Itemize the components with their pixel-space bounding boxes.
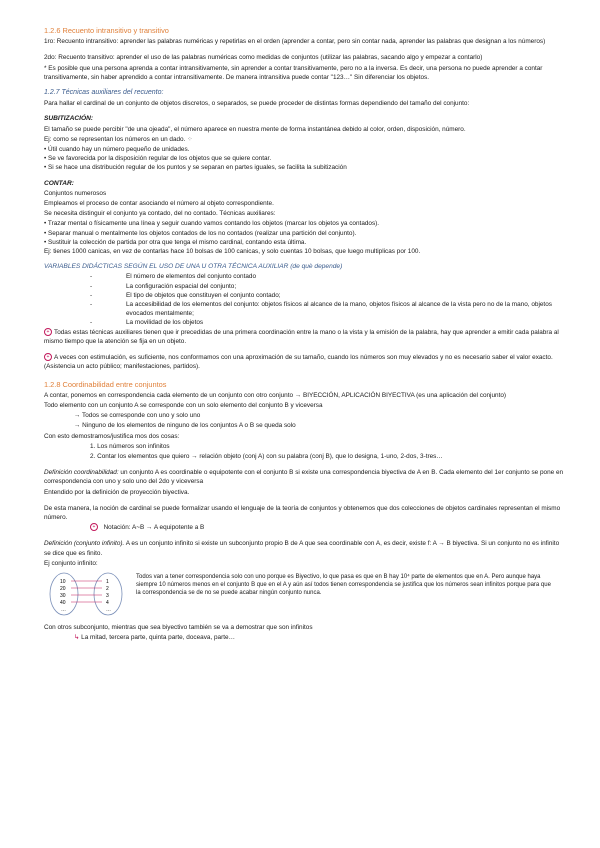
- numbered-item: 2. Contar los elementos que quiero → relación objeto (conj A) con su palabra (conj B), que lo designa, 1-uno, 2-dos, 3-tres…: [90, 452, 443, 460]
- list-item: • Si se hace una distribución regular de los puntos y se separan en partes iguales, se facilita la subitización: [44, 164, 347, 172]
- list-item: • Útil cuando hay un número pequeño de unidades.: [44, 146, 190, 154]
- set-b-label: …: [106, 606, 111, 613]
- set-a-label: 20: [60, 585, 66, 592]
- definition: Definición coordinabilidad: un conjunto A es coordinable o equipotente con el conjunto B si existe una correspondencia biyectiva de A en B. Cada elemento del 1er conjunto se pone en correspondencia con uno y solo uno del 2do y viceversa: [44, 469, 564, 486]
- paragraph: Conjuntos numerosos: [44, 189, 107, 197]
- arrow-line: → Todos se corresponde con uno y solo uno: [74, 412, 201, 420]
- paragraph: El tamaño se puede percibir "de una ojeada", el número aparece en nuestra mente de forma instantánea debido al color, orden, disposición, número.: [44, 125, 466, 133]
- paragraph: Entendido por la definición de proyección biyectiva.: [44, 488, 190, 496]
- plus-circle-icon: +: [44, 353, 52, 361]
- bijection-diagram: [44, 571, 130, 617]
- definition-label: Definición (conjunto infinito).: [44, 540, 125, 548]
- paragraph: A contar, ponemos en correspondencia cada elemento de un conjunto con otro conjunto → BIYECCIÓN, APLICACIÓN BIYECTIVA (es una aplicación del conjunto): [44, 391, 507, 399]
- subheading-variables: VARIABLES DIDÁCTICAS SEGÚN EL USO DE UNA U OTRA TÉCNICA AUXILIAR (de què depende): [44, 263, 343, 271]
- list-item: • Se ve favorecida por la disposición regular de los objetos que se quiere contar.: [44, 155, 272, 163]
- example-line: Ej: tienes 1000 canicas, en vez de contarlas hace 10 bolsas de 100 canicas, y solo cuentas 10 bolsas, que luego multiplicas por 100.: [44, 248, 421, 256]
- list-item: - La accesibilidad de los elementos del conjunto: objetos físicos al alcance de la mano, objetos físicos al alcance de la vista pero no de la mano, objetos evocados mentalmente;: [90, 300, 564, 318]
- bijection-figure: [44, 571, 564, 617]
- plus-circle-icon: +: [90, 523, 98, 531]
- paragraph: De esta manera, la noción de cardinal se puede formalizar usando el lenguaje de la teoría de conjuntos y obtenemos que dos colecciones de objetos cardinales representan el mismo número.: [44, 504, 561, 521]
- document-page: [44, 26, 564, 643]
- numbered-item: 1. Los números son infinitos: [90, 442, 170, 450]
- paragraph: Para hallar el cardinal de un conjunto de objetos discretos, o separados, se puede proceder de distintas formas dependiendo del tamaño del conjunto:: [44, 100, 470, 108]
- note-paragraph: + A veces con estimulación, es suficiente, nos conformamos con una aproximación de su tamaño, cuando los números son muy elevados y no es necesario saber el valor exacto. (Asistencia un acto público; manifestaciones, partidos).: [44, 354, 553, 371]
- set-b-label: 2: [106, 585, 109, 592]
- list-item: - La configuración espacial del conjunto;: [90, 282, 564, 291]
- list-item: - El número de elementos del conjunto contado: [90, 272, 564, 281]
- list-item: • Sustituir la colección de partida por otra que tenga el mismo cardinal, contando esta última.: [44, 238, 307, 246]
- example-label: Ej conjunto infinito:: [44, 559, 98, 567]
- figure-explanation: Todos van a tener correspondencia solo con uno porque es Biyectivo, lo que pasa es que en B hay 10⁴ parte de elementos que en A. Pero aunque haya siempre 10 números menos en el conjunto B que en el A y aún así todos tienen correspondencia se justifica que los números sean infinitos porque para que la correspondencia se de no se puede acabar ningún conjunto nunca.: [136, 573, 551, 596]
- paragraph: Se necesita distinguir el conjunto ya contado, del no contado. Técnicas auxiliares:: [44, 210, 276, 218]
- paragraph: Todo elemento con un conjunto A se corresponde con un solo elemento del conjunto B y viceversa: [44, 401, 323, 409]
- curved-arrow-icon: ↳: [74, 634, 80, 642]
- paragraph: 1ro: Recuento intransitivo: aprender las palabras numéricas y repetirlas en el orden (aprender a contar, pero sin contar nada, aprender las palabras que designan a los números): [44, 38, 546, 46]
- set-a-label: 10: [60, 578, 66, 585]
- section-title-126: 1.2.6 Recuento intransitivo y transitivo: [44, 26, 169, 35]
- section-title-128: 1.2.8 Coordinabilidad entre conjuntos: [44, 379, 167, 389]
- subheading-contar: CONTAR:: [44, 179, 74, 187]
- paragraph: Con esto demostramos/justifica mos dos cosas:: [44, 432, 180, 440]
- list-item: - La movilidad de los objetos: [90, 318, 564, 327]
- example-line: Ej: como se representan los números en un dado. ⁘: [44, 135, 193, 143]
- set-b-label: 3: [106, 592, 109, 599]
- contar-bullets: [44, 219, 564, 247]
- definition-label: Definición coordinabilidad:: [44, 469, 119, 477]
- paragraph: Con otros subconjunto, mientras que sea biyectivo también se va a demostrar que son infinitos: [44, 623, 313, 631]
- set-b-label: 4: [106, 599, 109, 606]
- arrow-line: → Ninguno de los elementos de ninguno de los conjuntos A o B se queda solo: [74, 422, 296, 430]
- section-title-127: 1.2.7 Técnicas auxiliares del recuento:: [44, 89, 164, 97]
- set-a-label: …: [61, 606, 66, 613]
- paragraph: Empleamos el proceso de contar asociando el número al objeto correspondiente.: [44, 200, 274, 208]
- list-item: - El tipo de objetos que constituyen el conjunto contado;: [90, 291, 564, 300]
- list-item: • Separar manual o mentalmente los objetos contados de los no contados (realizar una partición del conjunto).: [44, 229, 357, 237]
- note-paragraph: + Todas estas técnicas auxiliares tienen que ir precedidas de una primera coordinación entre la mano o la vista y la emisión de la palabra, hay que aprender a emitir cada palabra al mismo tiempo que la atención se fija en un objeto.: [44, 328, 559, 345]
- paragraph: * Es posible que una persona aprenda a contar intransitivamente, sin aprender a contar transitivamente, pero no a la inversa. Es decir, una persona no puede aprender a contar transitivamente, sin haber aprendido a contar intransitivamente. De manera intransitiva puede contar "123…" Sin diferenciar los objetos.: [44, 64, 543, 81]
- list-item: • Trazar mental o físicamente una línea y seguir cuando vamos contando los objetos (marcar los objetos ya contados).: [44, 220, 380, 228]
- plus-circle-icon: +: [44, 328, 52, 336]
- set-b-label: 1: [106, 578, 109, 585]
- dice-icon: ⁘: [187, 135, 193, 143]
- arrow-line: ↳ La mitad, tercera parte, quinta parte, doceava, parte…: [74, 634, 235, 642]
- definition: Definición (conjunto infinito). A es un conjunto infinito si existe un subconjunto propio B de A que sea coordinable con A, es decir, existe f: A → B biyectiva. Si un conjunto no es infinito se dice que es finito.: [44, 540, 560, 557]
- set-a-label: 40: [60, 599, 66, 606]
- variables-list: [90, 272, 564, 327]
- notation-line: + Notación: A~B → A equipotente a B: [44, 523, 564, 532]
- subit-bullets: [44, 145, 564, 173]
- set-a-label: 30: [60, 592, 66, 599]
- paragraph: 2do: Recuento transitivo: aprender el uso de las palabras numéricas como medidas de conjuntos (utilizar las palabras, sacando algo y empezar a contarlo): [44, 54, 483, 62]
- subheading-subitizacion: SUBITIZACIÓN:: [44, 115, 94, 123]
